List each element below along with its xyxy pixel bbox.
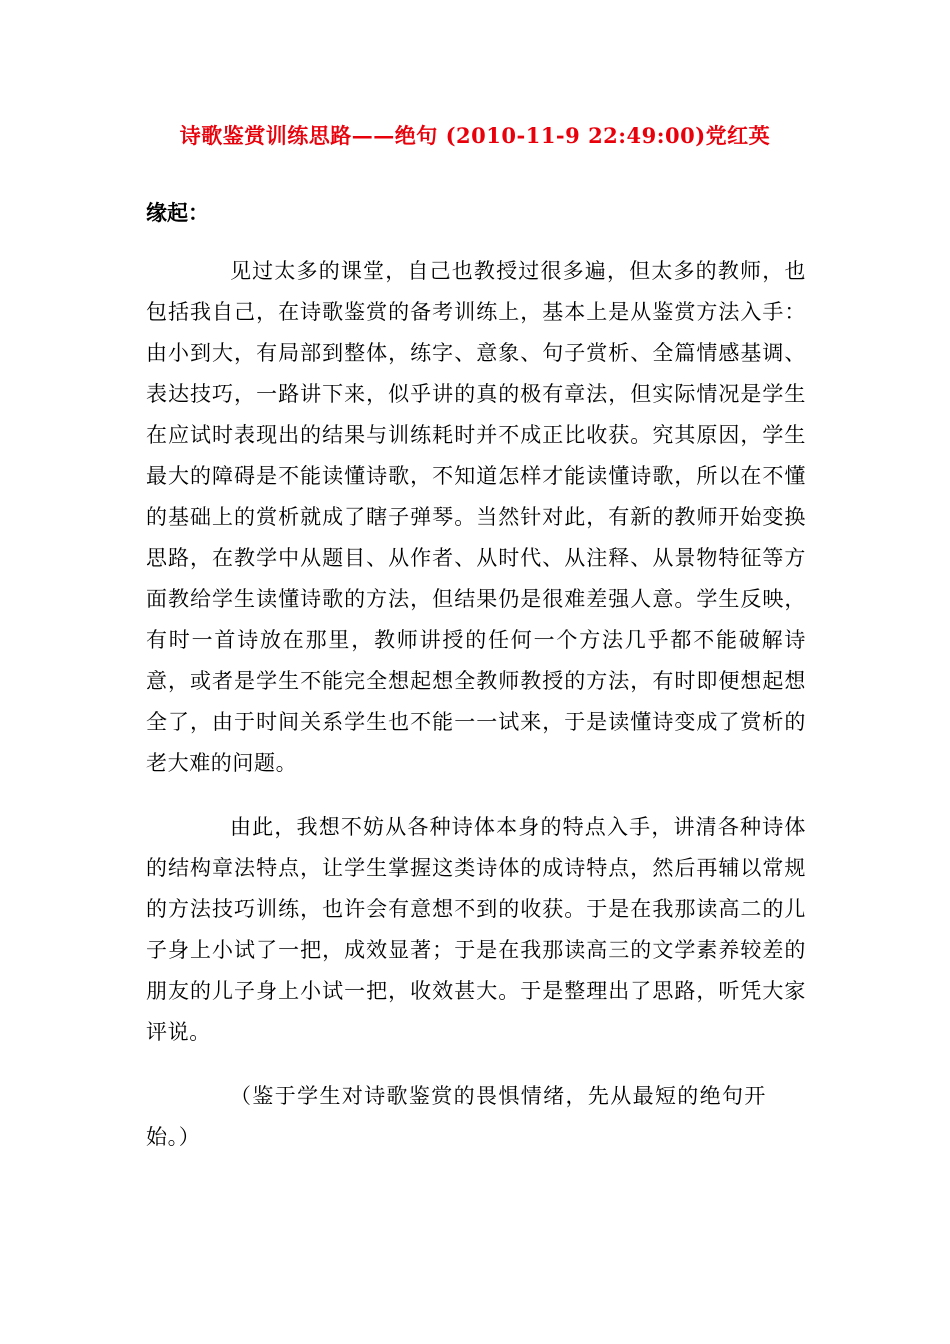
paragraph-origin: 见过太多的课堂，自己也教授过很多遍，但太多的教师，也包括我自己，在诗歌鉴赏的备考训练上，基本上是从鉴赏方法入手：由小到大，有局部到整体，练字、意象、句子赏析、全篇情感基调、表达技巧，一路讲下来，似乎讲的真的极有章法，但实际情况是学生在应试时表现出的结果与训练耗时并不成正比收获。究其原因，学生最大的障碍是不能读懂诗歌，不知道怎样才能读懂诗歌，所以在不懂的基础上的赏析就成了瞎子弹琴。当然针对此，有新的教师开始变换思路，在教学中从题目、从作者、从时代、从注释、从景物特征等方面教给学生读懂诗歌的方法，但结果仍是很难差强人意。学生反映，有时一首诗放在那里，教师讲授的任何一个方法几乎都不能破解诗意，或者是学生不能完全想起想全教师教授的方法，有时即便想起想全了，由于时间关系学生也不能一一试来，于是读懂诗变成了赏析的老大难的问题。: [146, 259, 806, 775]
section-heading: 缘起：: [146, 200, 209, 225]
paragraph-approach: 由此，我想不妨从各种诗体本身的特点入手，讲清各种诗体的结构章法特点，让学生掌握这类诗体的成诗特点，然后再辅以常规的方法技巧训练，也许会有意想不到的收获。于是在我那读高二的儿子身上小试了一把，成效显著；于是在我那读高三的文学素养较差的朋友的儿子身上小试一把，收效甚大。于是整理出了思路，听凭大家评说。: [146, 815, 806, 1044]
document-title: 诗歌鉴赏训练思路——绝句 (2010-11-9 22:49:00)党红英: [179, 123, 771, 148]
paragraph-note: （鉴于学生对诗歌鉴赏的畏惧情绪，先从最短的绝句开始。）: [146, 1084, 766, 1149]
